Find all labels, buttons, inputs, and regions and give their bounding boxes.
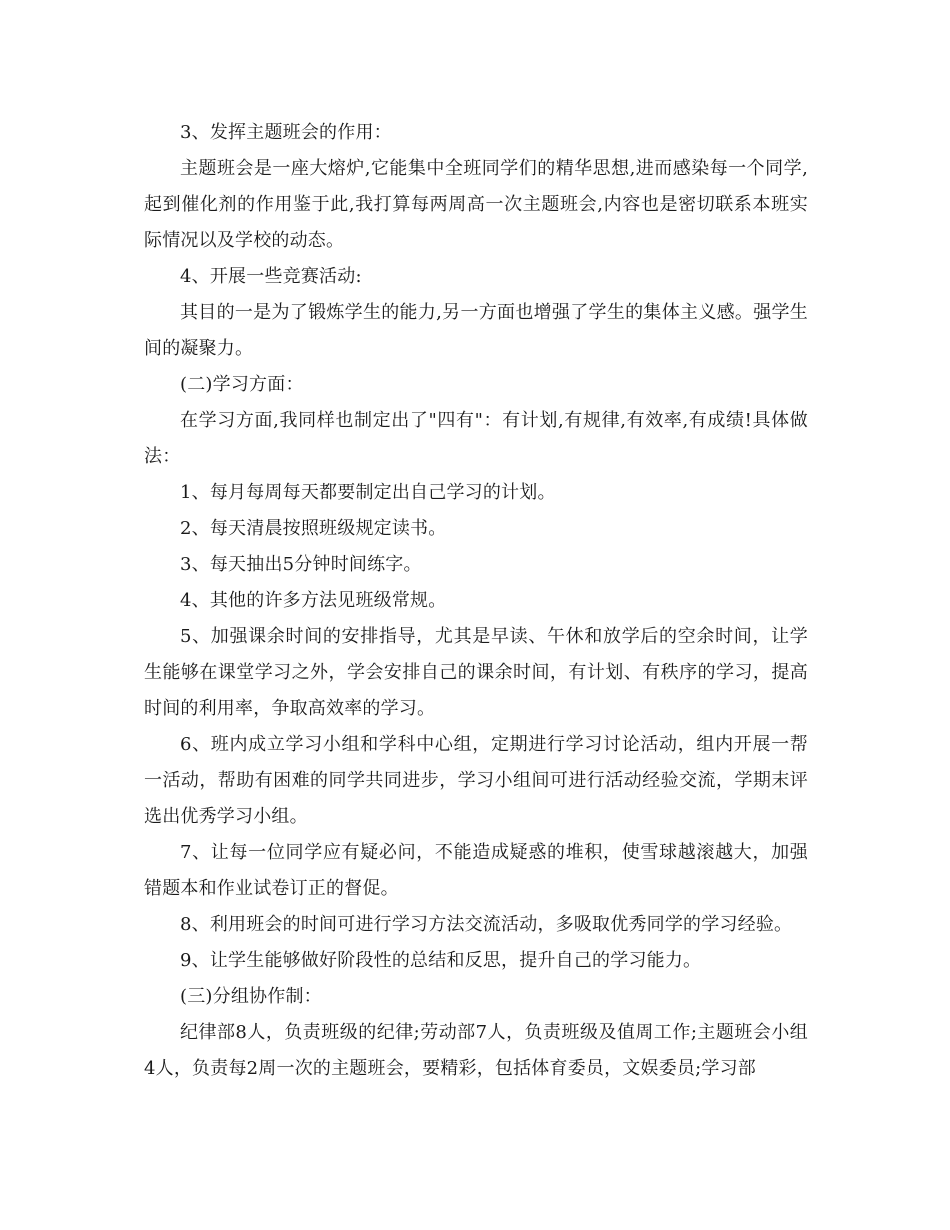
paragraph-study-intro: 在学习方面,我同样也制定出了"四有"：有计划,有规律,有效率,有成绩!具体做法： xyxy=(144,410,808,467)
paragraph-item-5: 5、加强课余时间的安排指导，尤其是早读、午休和放学后的空余时间，让学生能够在课堂学习之外，学会安排自己的课余时间，有计划、有秩序的学习，提高时间的利用率，争取高效率的学习。 xyxy=(144,626,808,719)
paragraph-competition: 其目的一是为了锻炼学生的能力,另一方面也增强了学生的集体主义感。强学生间的凝聚力。 xyxy=(144,302,808,359)
paragraph-section-4-heading: 4、开展一些竞赛活动: xyxy=(180,266,362,287)
paragraph-item-4: 4、其他的许多方法见班级常规。 xyxy=(180,590,447,611)
paragraph-item-3: 3、每天抽出5分钟时间练字。 xyxy=(180,554,422,575)
paragraph-class-meeting: 主题班会是一座大熔炉,它能集中全班同学们的精华思想,进而感染每一个同学,起到催化剂的作用鉴于此,我打算每两周高一次主题班会,内容也是密切联系本班实际情况以及学校的动态。 xyxy=(144,158,808,251)
paragraph-item-7: 7、让每一位同学应有疑必问，不能造成疑惑的堆积，使雪球越滚越大，加强错题本和作业试卷订正的督促。 xyxy=(144,842,808,899)
paragraph-item-1: 1、每月每周每天都要制定出自己学习的计划。 xyxy=(180,482,556,503)
paragraph-group-details: 纪律部8人，负责班级的纪律;劳动部7人，负责班级及值周工作;主题班会小组4人，负责每2周一次的主题班会，要精彩，包括体育委员，文娱委员;学习部 xyxy=(144,1022,808,1079)
document-page xyxy=(144,115,808,1087)
paragraph-section-3-heading: 3、发挥主题班会的作用： xyxy=(180,122,392,143)
paragraph-item-6: 6、班内成立学习小组和学科中心组，定期进行学习讨论活动，组内开展一帮一活动，帮助有困难的同学共同进步，学习小组间可进行活动经验交流，学期末评选出优秀学习小组。 xyxy=(144,734,808,827)
paragraph-item-8: 8、利用班会的时间可进行学习方法交流活动，多吸取优秀同学的学习经验。 xyxy=(180,914,793,935)
paragraph-group-heading: (三)分组协作制： xyxy=(180,986,322,1007)
paragraph-item-9: 9、让学生能够做好阶段性的总结和反思，提升自己的学习能力。 xyxy=(180,950,702,971)
paragraph-study-heading: (二)学习方面： xyxy=(180,374,304,395)
paragraph-item-2: 2、每天清晨按照班级规定读书。 xyxy=(180,518,447,539)
